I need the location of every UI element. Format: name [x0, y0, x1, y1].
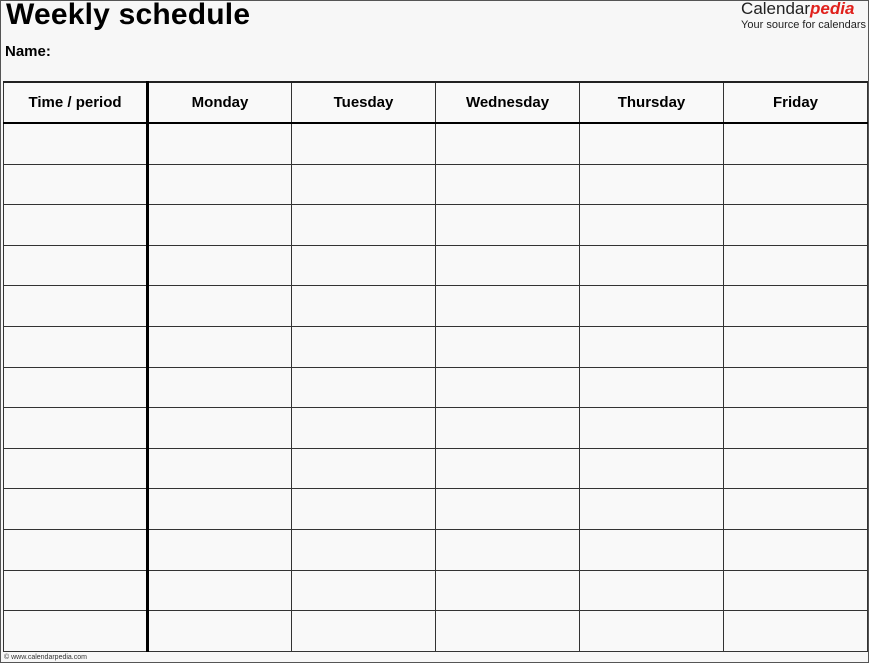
- column-header-monday: Monday: [148, 82, 292, 123]
- cell-monday[interactable]: [148, 448, 292, 489]
- cell-time[interactable]: [4, 286, 148, 327]
- cell-friday[interactable]: [724, 530, 868, 571]
- cell-time[interactable]: [4, 611, 148, 652]
- cell-monday[interactable]: [148, 367, 292, 408]
- cell-monday[interactable]: [148, 123, 292, 164]
- cell-monday[interactable]: [148, 570, 292, 611]
- cell-thursday[interactable]: [580, 245, 724, 286]
- name-label: Name:: [5, 43, 51, 60]
- cell-friday[interactable]: [724, 123, 868, 164]
- cell-time[interactable]: [4, 123, 148, 164]
- cell-thursday[interactable]: [580, 205, 724, 246]
- cell-friday[interactable]: [724, 611, 868, 652]
- cell-time[interactable]: [4, 245, 148, 286]
- cell-monday[interactable]: [148, 611, 292, 652]
- table-row: [4, 286, 868, 327]
- cell-time[interactable]: [4, 164, 148, 205]
- cell-friday[interactable]: [724, 489, 868, 530]
- column-header-wednesday: Wednesday: [436, 82, 580, 123]
- brand-logo-part2: pedia: [810, 0, 855, 18]
- table-row: [4, 611, 868, 652]
- cell-tuesday[interactable]: [292, 164, 436, 205]
- brand-logo: [741, 0, 866, 19]
- table-row: [4, 448, 868, 489]
- cell-time[interactable]: [4, 448, 148, 489]
- cell-time[interactable]: [4, 530, 148, 571]
- brand-logo-block: [741, 0, 866, 31]
- cell-tuesday[interactable]: [292, 611, 436, 652]
- cell-wednesday[interactable]: [436, 611, 580, 652]
- cell-monday[interactable]: [148, 489, 292, 530]
- cell-friday[interactable]: [724, 245, 868, 286]
- cell-time[interactable]: [4, 408, 148, 449]
- cell-time[interactable]: [4, 205, 148, 246]
- cell-wednesday[interactable]: [436, 205, 580, 246]
- brand-tagline: Your source for calendars: [741, 19, 866, 31]
- column-header-time: Time / period: [4, 82, 148, 123]
- cell-wednesday[interactable]: [436, 286, 580, 327]
- cell-thursday[interactable]: [580, 408, 724, 449]
- cell-friday[interactable]: [724, 286, 868, 327]
- cell-wednesday[interactable]: [436, 123, 580, 164]
- cell-time[interactable]: [4, 570, 148, 611]
- cell-tuesday[interactable]: [292, 448, 436, 489]
- cell-tuesday[interactable]: [292, 530, 436, 571]
- column-header-tuesday: Tuesday: [292, 82, 436, 123]
- cell-wednesday[interactable]: [436, 245, 580, 286]
- column-header-friday: Friday: [724, 82, 868, 123]
- cell-thursday[interactable]: [580, 570, 724, 611]
- brand-logo-part1: Calendar: [741, 0, 811, 18]
- cell-tuesday[interactable]: [292, 123, 436, 164]
- cell-wednesday[interactable]: [436, 408, 580, 449]
- schedule-grid: [3, 81, 867, 652]
- cell-friday[interactable]: [724, 367, 868, 408]
- table-row: [4, 164, 868, 205]
- cell-tuesday[interactable]: [292, 245, 436, 286]
- cell-thursday[interactable]: [580, 611, 724, 652]
- cell-monday[interactable]: [148, 327, 292, 368]
- table-row: [4, 245, 868, 286]
- cell-wednesday[interactable]: [436, 164, 580, 205]
- schedule-body: [4, 123, 868, 652]
- cell-friday[interactable]: [724, 570, 868, 611]
- cell-monday[interactable]: [148, 205, 292, 246]
- cell-tuesday[interactable]: [292, 570, 436, 611]
- header-row: [4, 82, 868, 123]
- cell-thursday[interactable]: [580, 164, 724, 205]
- table-row: [4, 367, 868, 408]
- cell-thursday[interactable]: [580, 367, 724, 408]
- table-row: [4, 123, 868, 164]
- schedule-table: [3, 81, 868, 652]
- cell-tuesday[interactable]: [292, 327, 436, 368]
- cell-wednesday[interactable]: [436, 570, 580, 611]
- cell-thursday[interactable]: [580, 327, 724, 368]
- table-row: [4, 530, 868, 571]
- cell-tuesday[interactable]: [292, 367, 436, 408]
- cell-friday[interactable]: [724, 164, 868, 205]
- cell-wednesday[interactable]: [436, 489, 580, 530]
- cell-thursday[interactable]: [580, 123, 724, 164]
- cell-time[interactable]: [4, 327, 148, 368]
- cell-wednesday[interactable]: [436, 367, 580, 408]
- table-row: [4, 408, 868, 449]
- cell-monday[interactable]: [148, 245, 292, 286]
- cell-monday[interactable]: [148, 164, 292, 205]
- cell-monday[interactable]: [148, 286, 292, 327]
- column-header-thursday: Thursday: [580, 82, 724, 123]
- table-row: [4, 570, 868, 611]
- cell-thursday[interactable]: [580, 286, 724, 327]
- cell-wednesday[interactable]: [436, 448, 580, 489]
- cell-time[interactable]: [4, 367, 148, 408]
- cell-thursday[interactable]: [580, 489, 724, 530]
- cell-wednesday[interactable]: [436, 327, 580, 368]
- cell-wednesday[interactable]: [436, 530, 580, 571]
- cell-friday[interactable]: [724, 205, 868, 246]
- cell-time[interactable]: [4, 489, 148, 530]
- cell-tuesday[interactable]: [292, 489, 436, 530]
- table-row: [4, 205, 868, 246]
- page-title: Weekly schedule: [6, 0, 251, 31]
- cell-tuesday[interactable]: [292, 205, 436, 246]
- cell-thursday[interactable]: [580, 530, 724, 571]
- cell-friday[interactable]: [724, 327, 868, 368]
- cell-monday[interactable]: [148, 408, 292, 449]
- cell-friday[interactable]: [724, 448, 868, 489]
- cell-friday[interactable]: [724, 408, 868, 449]
- cell-tuesday[interactable]: [292, 286, 436, 327]
- footer-copyright: © www.calendarpedia.com: [4, 654, 87, 661]
- cell-monday[interactable]: [148, 530, 292, 571]
- table-row: [4, 489, 868, 530]
- cell-thursday[interactable]: [580, 448, 724, 489]
- table-row: [4, 327, 868, 368]
- cell-tuesday[interactable]: [292, 408, 436, 449]
